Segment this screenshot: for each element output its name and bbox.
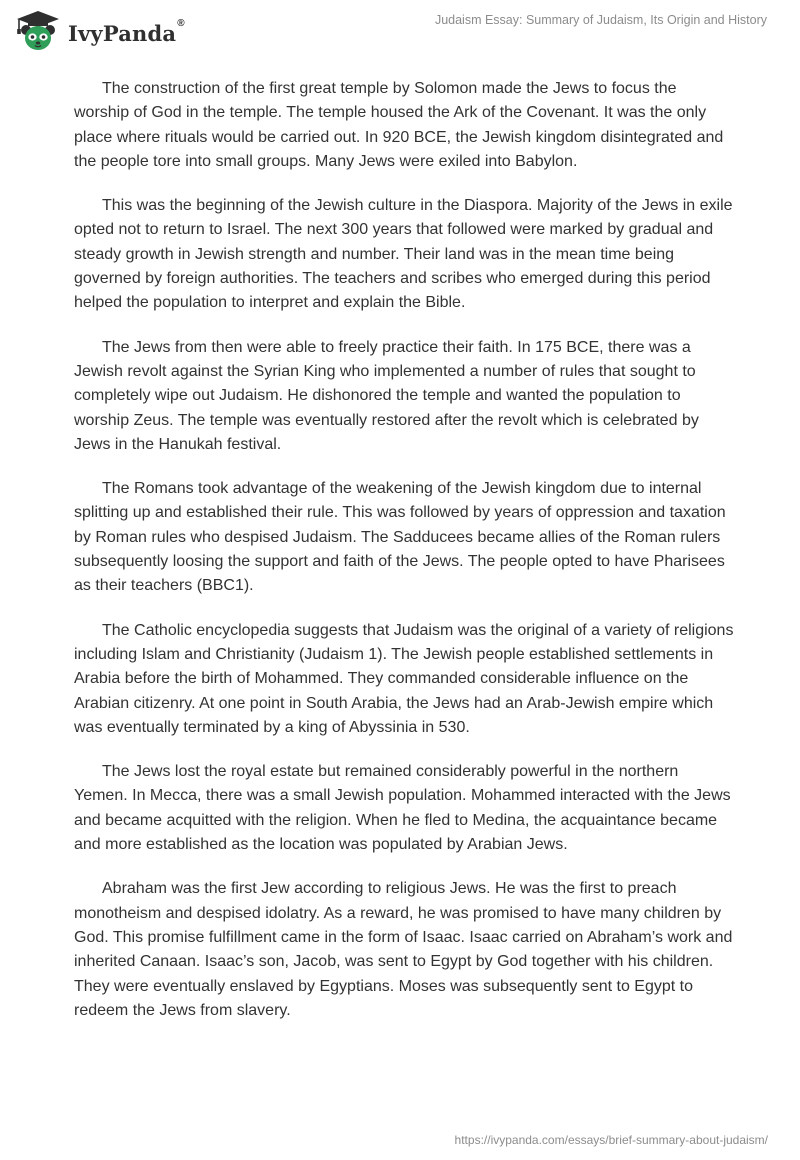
source-url[interactable]: https://ivypanda.com/essays/brief-summary-about-judaism/	[454, 1133, 768, 1147]
essay-body	[74, 77, 734, 1043]
logo-wordmark: IvyPanda®	[68, 17, 185, 46]
paragraph: The Jews lost the royal estate but remained considerably powerful in the northern Yemen. In Mecca, there was a small Jewish population. Mohammed interacted with the Jews and became acquitted with the religion. When he fled to Medina, the acquaintance became and more established as the location was populated by Arabian Jews.	[74, 763, 731, 854]
paragraph: The construction of the first great temple by Solomon made the Jews to focus the worship of God in the temple. The temple housed the Ark of the Covenant. It was the only place where rituals would be carried out. In 920 BCE, the Jewish kingdom disintegrated and the people tore into small groups. Many Jews were exiled into Babylon.	[74, 80, 724, 170]
paragraph: Abraham was the first Jew according to religious Jews. He was the first to preach monotheism and despised idolatry. As a reward, he was promised to have many children by God. This promise fulfillment came in the form of Isaac. Isaac carried on Abraham’s work and inherited Canaan. Isaac’s son, Jacob, was sent to Egypt by God together with his children. They were eventually enslaved by Egyptians. Moses was subsequently sent to Egypt to redeem the Jews from slavery.	[74, 880, 733, 1019]
document-title: Judaism Essay: Summary of Judaism, Its Origin and History	[434, 13, 767, 27]
paragraph: This was the beginning of the Jewish culture in the Diaspora. Majority of the Jews in exile opted not to return to Israel. The next 300 years that followed were marked by gradual and steady growth in Jewish strength and number. Their land was in the mean time being governed by foreign authorities. The teachers and scribes who emerged during this period helped the population to interpret and explain the Bible.	[74, 197, 733, 312]
registered-mark: ®	[177, 17, 185, 29]
page-header	[0, 0, 800, 64]
ivypanda-logo[interactable]	[14, 10, 185, 54]
paragraph: The Romans took advantage of the weakening of the Jewish kingdom due to internal splitting up and established their rule. This was followed by years of oppression and taxation by Roman rules who despised Judaism. The Sadducees became allies of the Roman rulers subsequently loosing the support and faith of the Jews. The people opted to have Pharisees as their teachers (BBC1).	[74, 480, 726, 595]
panda-graduate-icon	[14, 10, 62, 54]
paragraph: The Jews from then were able to freely practice their faith. In 175 BCE, there was a Jewish revolt against the Syrian King who implemented a number of rules that sought to completely wipe out Judaism. He dishonored the temple and wanted the population to worship Zeus. The temple was eventually restored after the revolt which is celebrated by Jews in the Hanukah festival.	[74, 338, 699, 453]
paragraph: The Catholic encyclopedia suggests that Judaism was the original of a variety of religions including Islam and Christianity (Judaism 1). The Jewish people established settlements in Arabia before the birth of Mohammed. They commanded considerable influence on the Arabian citizenry. At one point in South Arabia, the Jews had an Arab-Jewish empire which was eventually terminated by a king of Abyssinia in 530.	[74, 621, 734, 736]
